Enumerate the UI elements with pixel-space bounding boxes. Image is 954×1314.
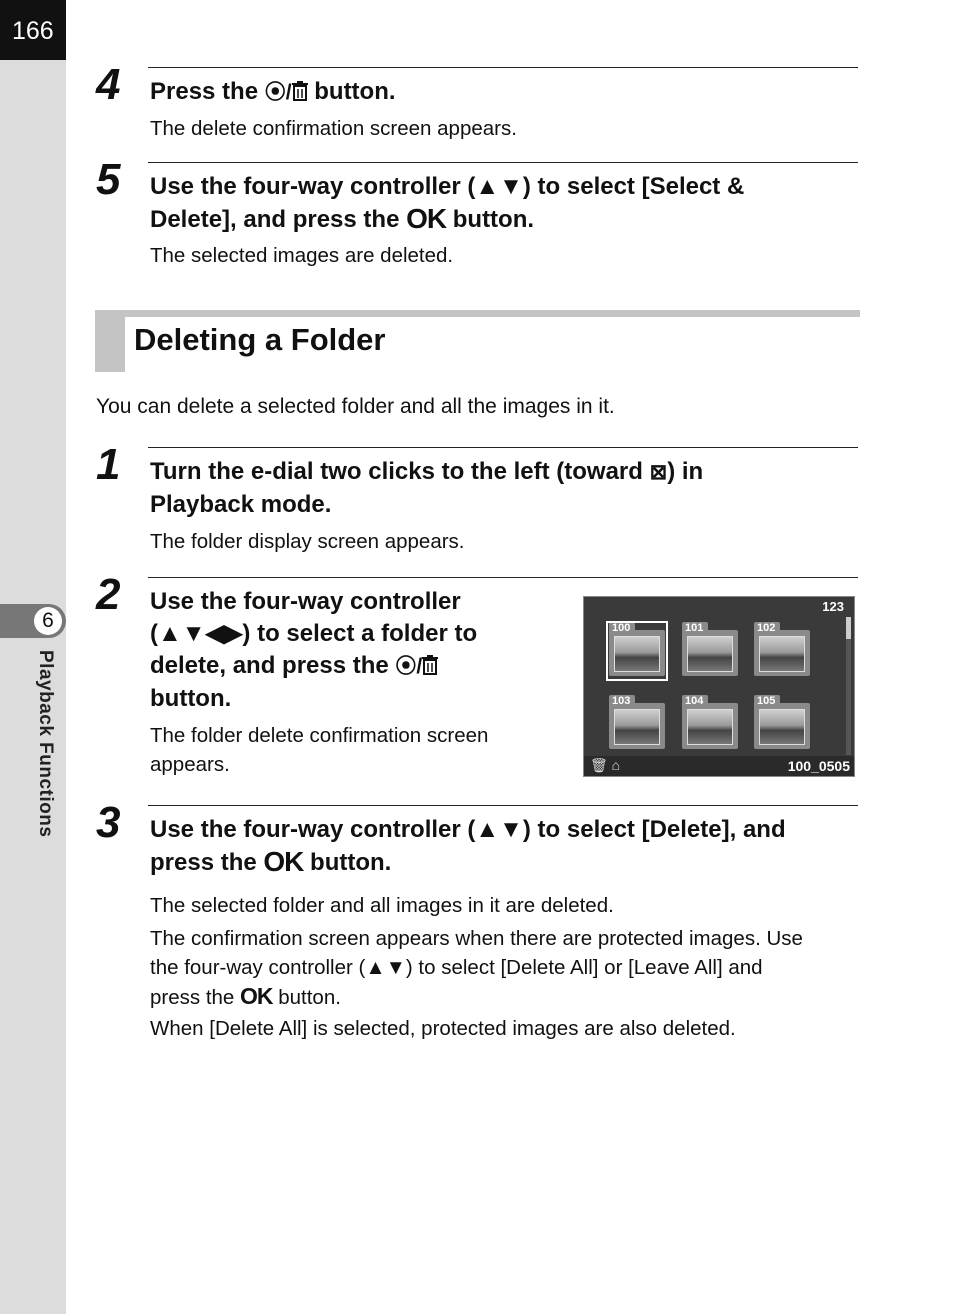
step-number: 4 — [96, 60, 119, 109]
sidebar — [0, 0, 66, 1314]
chapter-title: Playback Functions — [35, 650, 56, 838]
step-number: 5 — [96, 155, 119, 204]
image-count: 123 — [822, 599, 844, 614]
ok-trash-icon: ⦿/ — [264, 81, 292, 104]
step-body: The folder display screen appears. — [150, 530, 465, 553]
section-title: Deleting a Folder — [134, 322, 386, 357]
camera-folder-screen — [583, 596, 855, 777]
step-divider — [148, 162, 858, 163]
delete-protect-icons: 🗑 ⌂ — [590, 757, 621, 773]
folder-thumbnail: 105 — [754, 703, 810, 749]
step-body: The delete confirmation screen appears. — [150, 117, 517, 140]
scrollbar-thumb — [846, 617, 851, 639]
trash-icon — [292, 81, 308, 101]
current-folder-name: 100_0505 — [787, 758, 850, 774]
step-heading: Use the four-way controller (▲▼) to select [Delete], and press the OK button. — [150, 816, 786, 877]
step-divider — [148, 67, 858, 68]
step-divider — [148, 805, 858, 806]
page-number: 166 — [0, 0, 66, 60]
folder-thumbnail: 103 — [609, 703, 665, 749]
folder-view-icon: ⊠ — [649, 461, 668, 484]
folder-thumbnail: 104 — [682, 703, 738, 749]
step-heading: Turn the e-dial two clicks to the left (toward ⊠) in Playback mode. — [150, 458, 704, 518]
step-number: 3 — [96, 798, 119, 847]
step-divider — [148, 447, 858, 448]
trash-icon — [422, 655, 438, 675]
step-number: 1 — [96, 440, 119, 489]
step-heading: Use the four-way controller (▲▼) to select [Select & Delete], and press the OK button. — [150, 173, 745, 234]
folder-thumbnail: 101 — [682, 630, 738, 676]
folder-thumbnail: 102 — [754, 630, 810, 676]
step-divider — [148, 577, 858, 578]
selection-frame — [606, 621, 668, 681]
ok-trash-icon: ⦿/ — [395, 655, 423, 678]
section-header-top-bar — [95, 310, 860, 317]
ok-icon: OK — [406, 203, 447, 234]
section-intro: You can delete a selected folder and all the images in it. — [96, 395, 615, 418]
folder-thumbnail: 100 — [609, 630, 665, 676]
step-body: The confirmation screen appears when there are protected images. Use the four-way controller (▲▼) to select [Delete All] or [Leave All] and press the OK button. — [150, 927, 803, 1009]
step-number: 2 — [96, 570, 119, 619]
step-body: When [Delete All] is selected, protected images are also deleted. — [150, 1017, 736, 1040]
step-heading: Press the ⦿/ button. — [150, 78, 396, 105]
section-header-left-bar — [95, 310, 125, 372]
step-heading: Use the four-way controller (▲▼◀▶) to select a folder to delete, and press the ⦿/ button. — [150, 588, 478, 712]
step-body: The selected images are deleted. — [150, 244, 454, 267]
ok-icon: OK — [240, 983, 273, 1009]
ok-icon: OK — [263, 846, 304, 877]
chapter-number: 6 — [34, 607, 62, 635]
step-body: The folder delete confirmation screen appears. — [150, 724, 489, 776]
step-body: The selected folder and all images in it are deleted. — [150, 894, 614, 917]
